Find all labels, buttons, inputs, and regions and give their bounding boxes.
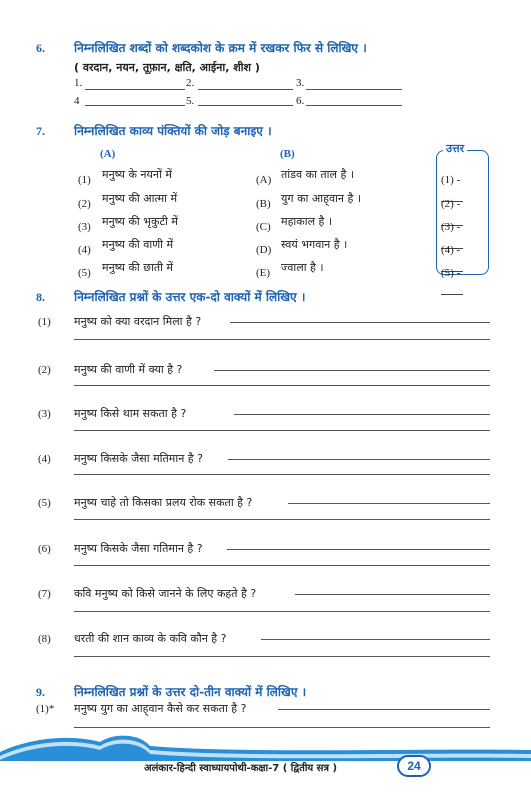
q6-answer-line-3[interactable] — [306, 89, 402, 90]
q6-blank-label-6: 6. — [296, 95, 305, 107]
q7-row-3-a: मनुष्य की भृकुटी में — [102, 215, 178, 228]
q8-item-1-question: मनुष्य को क्या वरदान मिला है ? — [74, 315, 202, 328]
q6-blank-label-3: 3. — [296, 77, 305, 89]
q9-item-1-question: मनुष्य युग का आह्‌वान कैसे कर सकता है ? — [74, 702, 247, 715]
q7-row-1-b: तांडव का ताल है । — [281, 168, 354, 181]
q8-item-2-question: मनुष्य की वाणी में क्या है ? — [74, 363, 183, 376]
q7-row-1-a: मनुष्य के नयनों में — [102, 168, 172, 181]
q8-item-3-answer-line[interactable] — [234, 414, 490, 415]
q6-blank-label-4: 4 — [74, 95, 80, 107]
q8-item-4-answer-line-2[interactable] — [74, 474, 490, 475]
q8-item-6-number: (6) — [38, 543, 51, 555]
q8-item-8-question: धरती की शान काव्य के कवि कौन है ? — [74, 632, 227, 645]
q7-title: निम्नलिखित काव्य पंक्तियों की जोड़ बनाइए । — [74, 124, 272, 138]
q7-number: 7. — [36, 124, 45, 138]
q7-column-b-header: (B) — [280, 148, 295, 160]
q8-item-2-number: (2) — [38, 364, 51, 376]
q8-item-4-question: मनुष्य किसके जैसा मतिमान है ? — [74, 452, 203, 465]
footer-title: अलंकार-हिन्दी स्वाध्यायपोथी-कक्षा-7 ( द्वितीय सत्र ) — [144, 763, 338, 774]
q9-item-1-number: (1)* — [36, 703, 55, 715]
q8-item-6-question: मनुष्य किसके जैसा गतिमान है ? — [74, 542, 203, 555]
q7-row-4-b: स्वयं भगवान है । — [281, 238, 348, 251]
q7-row-3-b: महाकाल है । — [281, 215, 333, 228]
q7-row-5-b-label: (E) — [256, 267, 271, 279]
q8-item-7-answer-line-2[interactable] — [74, 611, 490, 612]
q6-answer-line-2[interactable] — [198, 89, 293, 90]
q6-number: 6. — [36, 41, 45, 55]
q8-item-3-number: (3) — [38, 408, 51, 420]
q9-title: निम्नलिखित प्रश्नों के उत्तर दो-तीन वाक्यों में लिखिए । — [74, 685, 307, 699]
q8-item-1-number: (1) — [38, 316, 51, 328]
q7-answer-label: उत्तर — [443, 141, 467, 156]
q9-number: 9. — [36, 685, 45, 699]
q6-answer-line-1[interactable] — [85, 89, 185, 90]
q6-answer-line-5[interactable] — [198, 105, 293, 106]
q7-row-1-answer-label: (1) - — [441, 174, 461, 186]
q7-row-2-b: युग का आह्‌वान है । — [281, 192, 362, 205]
q7-row-5-number: (5) — [78, 267, 91, 279]
q7-row-2-number: (2) — [78, 198, 91, 210]
page-number-badge: 24 — [397, 755, 431, 777]
q7-row-4-number: (4) — [78, 244, 91, 256]
q7-row-5-b: ज्वाला है । — [281, 261, 324, 274]
q8-item-5-answer-line[interactable] — [288, 503, 490, 504]
q6-answer-line-6[interactable] — [306, 105, 402, 106]
q7-row-1-b-label: (A) — [256, 174, 272, 186]
q7-row-3-b-label: (C) — [256, 221, 271, 233]
q8-item-8-number: (8) — [38, 633, 51, 645]
q9-item-1-answer-line[interactable] — [278, 709, 490, 710]
q6-word-list: ( वरदान, नयन, तूफ़ान, क्षति, आईना, शीश ) — [74, 61, 260, 74]
q8-item-4-answer-line[interactable] — [228, 459, 490, 460]
q7-row-2-b-label: (B) — [256, 198, 271, 210]
q6-blank-label-2: 2. — [186, 77, 195, 89]
q8-item-6-answer-line-2[interactable] — [74, 565, 490, 566]
q8-item-3-answer-line-2[interactable] — [74, 430, 490, 431]
q8-item-6-answer-line[interactable] — [227, 549, 490, 550]
q8-item-1-answer-line-2[interactable] — [74, 339, 490, 340]
q7-row-2-answer-label: (2) - — [441, 198, 461, 210]
q7-row-3-number: (3) — [78, 221, 91, 233]
q8-title: निम्नलिखित प्रश्नों के उत्तर एक-दो वाक्यों में लिखिए । — [74, 290, 306, 304]
q8-item-7-question: कवि मनुष्य को किसे जानने के लिए कहते है ? — [74, 587, 257, 600]
q7-row-5-answer-blank[interactable] — [441, 286, 463, 295]
q7-row-4-answer-label: (4) - — [441, 244, 461, 256]
q7-row-5-answer-label: (5) - — [441, 267, 461, 279]
q8-item-7-number: (7) — [38, 588, 51, 600]
q8-item-2-answer-line[interactable] — [214, 370, 490, 371]
q7-row-4-a: मनुष्य की वाणी में — [102, 238, 174, 251]
q7-row-1-number: (1) — [78, 174, 91, 186]
q6-answer-line-4[interactable] — [85, 105, 185, 106]
q7-row-4-b-label: (D) — [256, 244, 272, 256]
q7-row-2-a: मनुष्य की आत्मा में — [102, 192, 178, 205]
q8-item-5-number: (5) — [38, 497, 51, 509]
q7-row-3-answer-label: (3) - — [441, 221, 461, 233]
q6-blank-label-5: 5. — [186, 95, 195, 107]
q8-item-7-answer-line[interactable] — [295, 594, 490, 595]
q8-item-8-answer-line-2[interactable] — [74, 656, 490, 657]
q8-item-1-answer-line[interactable] — [230, 322, 490, 323]
q6-title: निम्नलिखित शब्दों को शब्दकोश के क्रम में रखकर फिर से लिखिए । — [74, 41, 367, 55]
q7-column-a-header: (A) — [100, 148, 116, 160]
q8-item-8-answer-line[interactable] — [261, 639, 490, 640]
q8-item-5-answer-line-2[interactable] — [74, 519, 490, 520]
q8-number: 8. — [36, 290, 45, 304]
q6-blank-label-1: 1. — [74, 77, 83, 89]
q8-item-5-question: मनुष्य चाहे तो किसका प्रलय रोक सकता है ? — [74, 496, 253, 509]
q8-item-4-number: (4) — [38, 453, 51, 465]
q8-item-3-question: मनुष्य किसे थाम सकता है ? — [74, 407, 187, 420]
q8-item-2-answer-line-2[interactable] — [74, 385, 490, 386]
q7-row-5-a: मनुष्य की छाती में — [102, 261, 174, 274]
